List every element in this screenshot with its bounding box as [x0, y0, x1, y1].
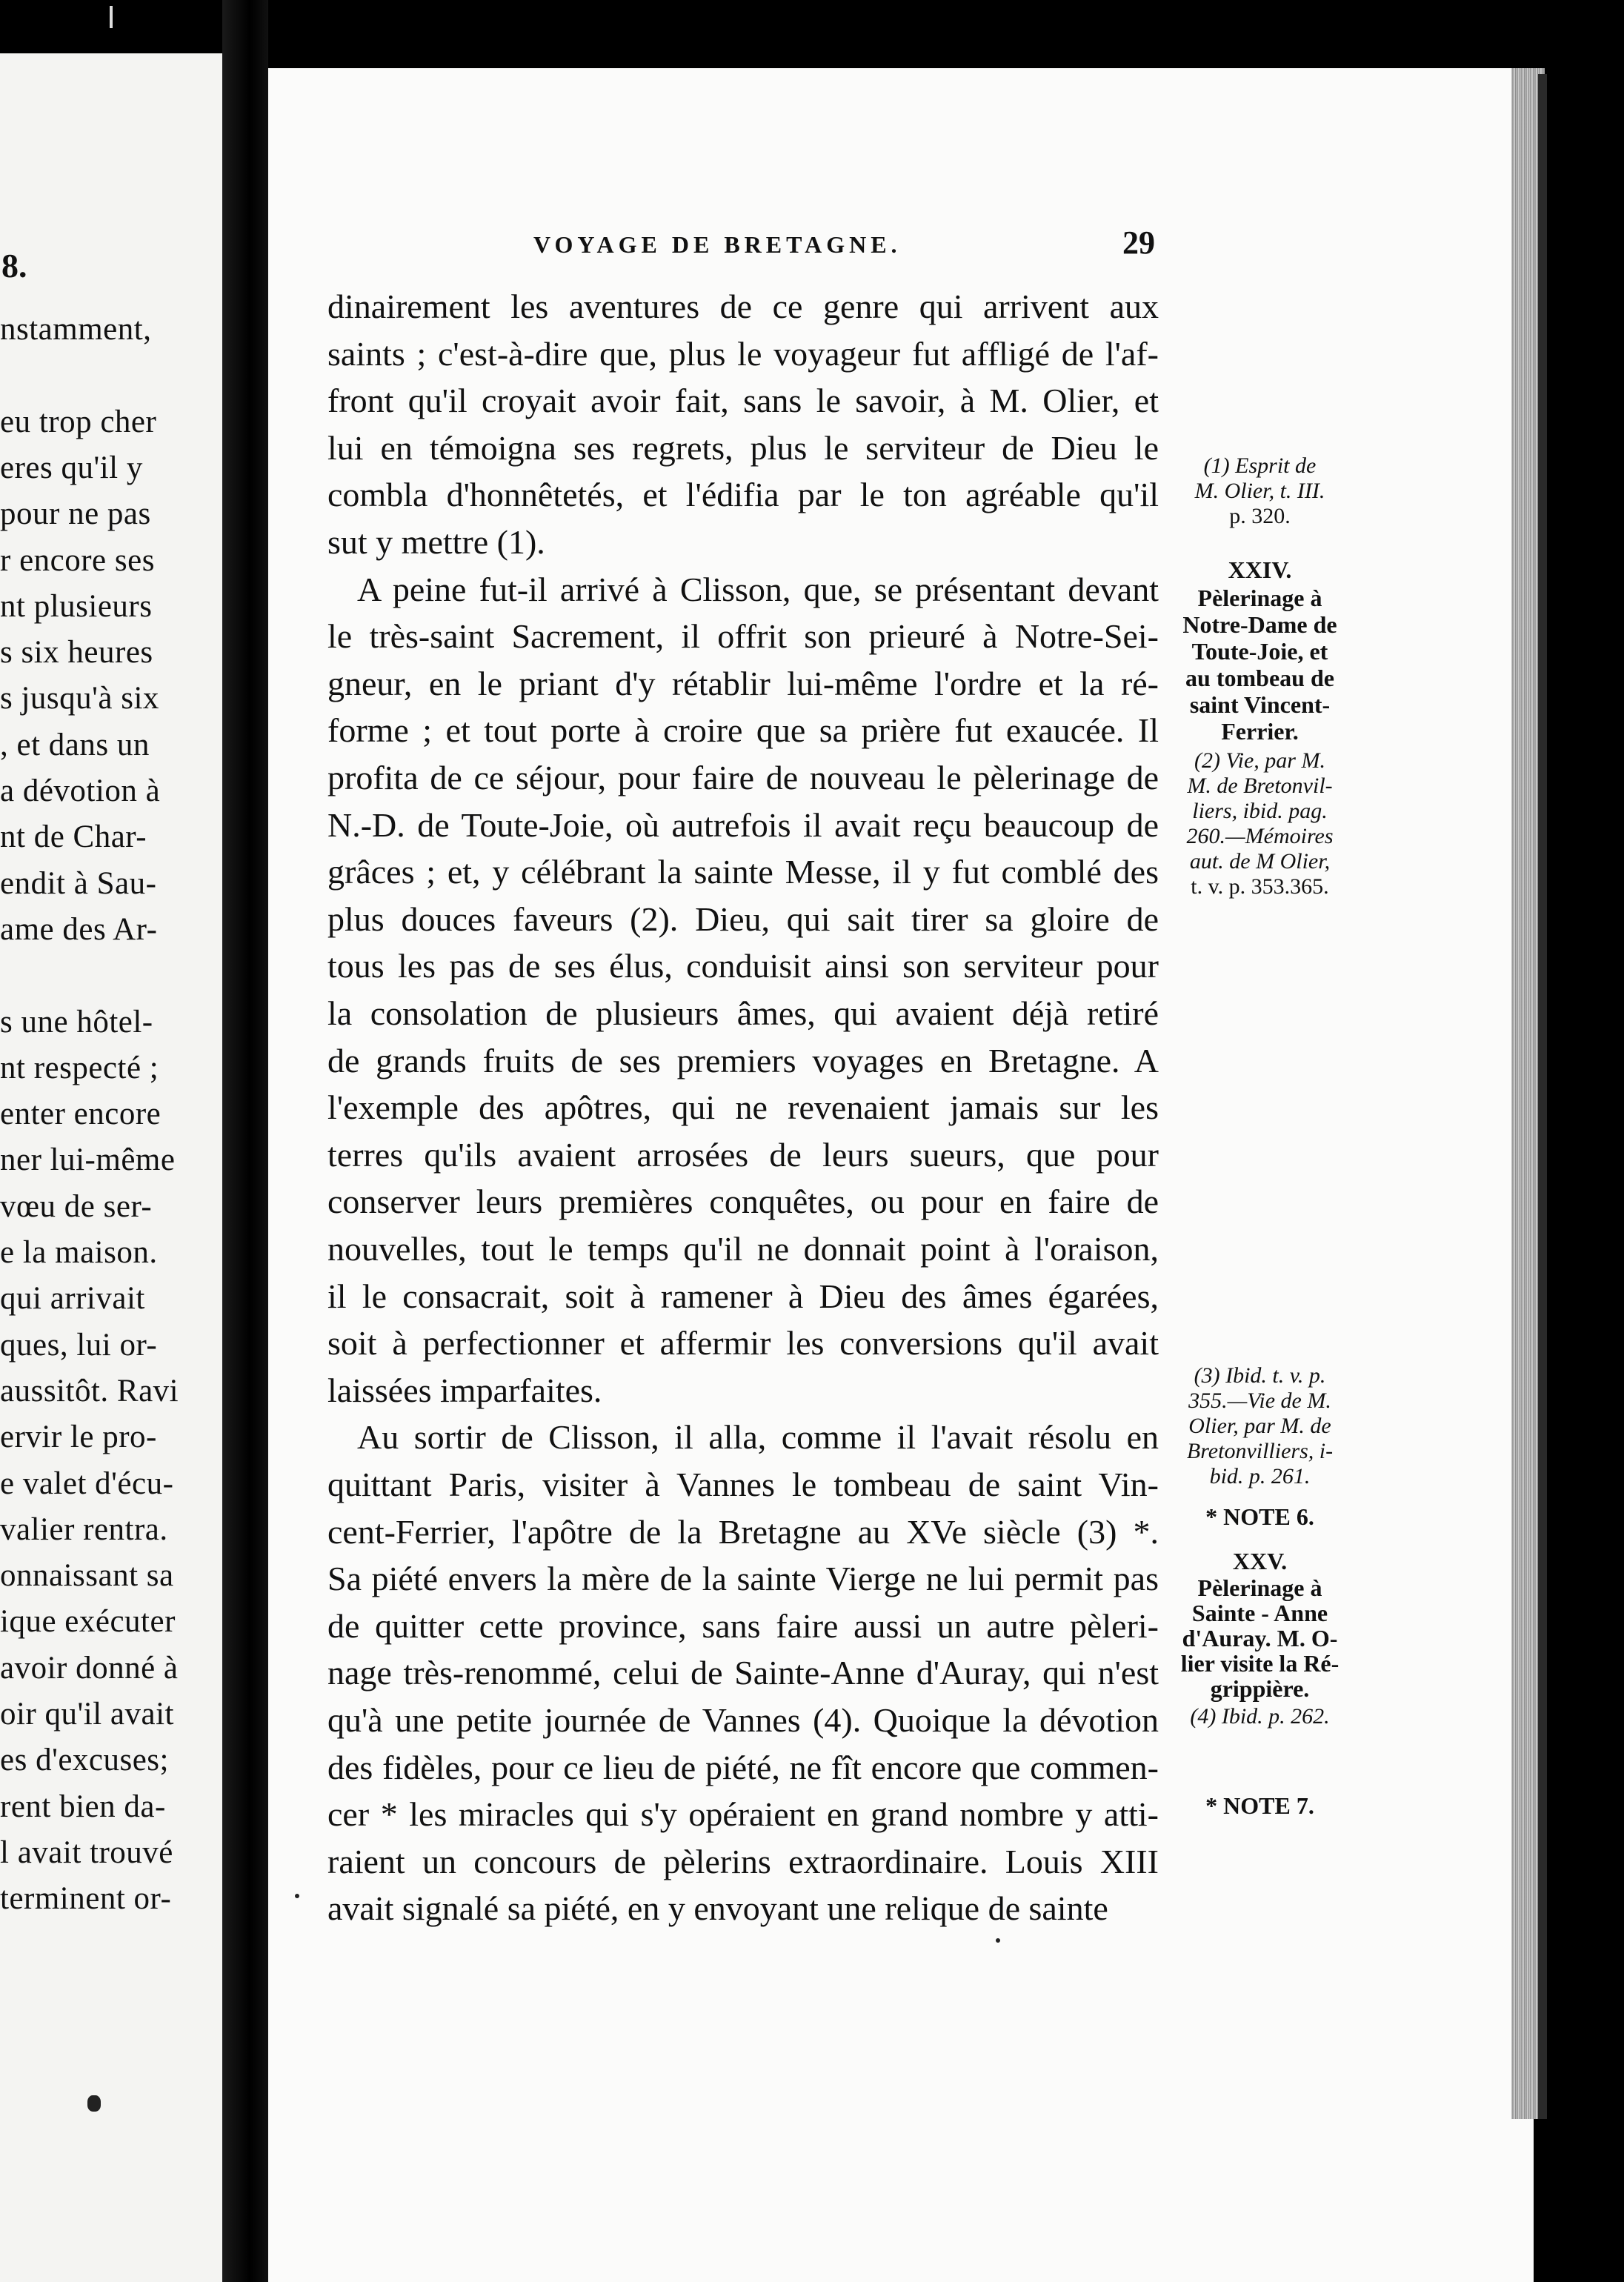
body-line: Sa piété envers la mère de la sainte Vierge ne lui permit pas [327, 1560, 1159, 1598]
margin-note-line: bid. p. 261. [1209, 1464, 1311, 1488]
body-line: quittant Paris, visiter à Vannes le tombeau de saint Vin- [327, 1466, 1159, 1503]
body-line: de grands fruits de ses premiers voyages en Bretagne. A [327, 1041, 1159, 1080]
previous-page-line: nstamment, [0, 312, 152, 347]
previous-page-line: nt respecté ; [0, 1050, 159, 1085]
previous-page-line: ique exécuter [0, 1604, 176, 1640]
margin-note-line: lier visite la Ré- [1180, 1650, 1340, 1677]
margin-note-line: Ferrier. [1221, 718, 1299, 745]
body-line: des fidèles, pour ce lieu de piété, ne fît encore que commen- [327, 1748, 1159, 1786]
body-line: cer * les miracles qui s'y opéraient en grand nombre y atti- [327, 1795, 1159, 1834]
previous-page-line: vœu de ser- [0, 1188, 153, 1224]
margin-note-line: Olier, par M. de [1188, 1414, 1331, 1438]
body-line: lui en témoigna ses regrets, plus le serviteur de Dieu le [327, 428, 1159, 467]
margin-note-line: liers, ibid. pag. [1192, 799, 1328, 823]
previous-page-line: s six heures [0, 635, 153, 671]
previous-page-line: e la maison. [0, 1235, 158, 1270]
body-line: nouvelles, tout le temps qu'il ne donnait point à l'oraison, [327, 1230, 1159, 1268]
body-line: grâces ; et, y célébrant la sainte Messe, il y fut comblé des [327, 853, 1159, 891]
previous-page-line: avoir donné à [0, 1650, 179, 1686]
margin-note-line: XXIV. [1228, 556, 1292, 583]
previous-page-number: 8. [1, 247, 27, 285]
previous-page-line: pour ne pas [0, 496, 151, 532]
body-line: front qu'il croyait avoir fait, sans le savoir, à M. Olier, et [327, 382, 1159, 420]
body-line: soit à perfectionner et affermir les conversions qu'il avait [327, 1324, 1159, 1363]
previous-page-line: ques, lui or- [0, 1327, 158, 1363]
margin-note-line: t. v. p. 353.365. [1191, 874, 1329, 899]
margin-note-line: M. Olier, t. III. [1194, 479, 1325, 503]
margin-note-line: Sainte - Anne [1191, 1600, 1328, 1626]
margin-note-line: aut. de M Olier, [1189, 849, 1331, 874]
previous-page-line: a dévotion à [0, 774, 161, 808]
margin-note-line: Bretonvilliers, i- [1186, 1439, 1334, 1463]
margin-note-line: Notre-Dame de [1182, 611, 1337, 638]
body-line: plus douces faveurs (2). Dieu, qui sait tirer sa gloire de [327, 899, 1159, 938]
body-line: raient un concours de pèlerins extraordinaire. Louis XIII [327, 1842, 1159, 1880]
previous-page-fragment [0, 53, 222, 2282]
body-line: forme ; et tout porte à croire que sa prière fut exaucée. Il [327, 711, 1159, 750]
body-line: saints ; c'est-à-dire que, plus le voyageur fut affligé de l'af- [327, 334, 1159, 373]
body-line: tous les pas de ses élus, conduisit ainsi son serviteur pour [327, 947, 1159, 985]
body-line: Au sortir de Clisson, il alla, comme il l'avait résolu en [357, 1418, 1159, 1457]
body-line: la consolation de plusieurs âmes, qui avaient déjà retiré [327, 994, 1159, 1032]
margin-note-line: 355.—Vie de M. [1188, 1388, 1331, 1413]
margin-note-line: 260.—Mémoires [1186, 824, 1334, 848]
body-line: N.-D. de Toute-Joie, où autrefois il avait reçu beaucoup de [327, 805, 1159, 844]
ink-blot [87, 2095, 101, 2112]
scan-mark [110, 6, 113, 28]
previous-page-line: valier rentra. [0, 1511, 168, 1547]
margin-note-line: (3) Ibid. t. v. p. [1194, 1363, 1326, 1388]
previous-page-line: nt plusieurs [0, 588, 153, 624]
previous-page-line: eres qu'il y [0, 450, 143, 485]
previous-page-line: eu trop cher [0, 404, 157, 439]
previous-page-line: ame des Ar- [0, 911, 158, 947]
body-line: il le consacrait, soit à ramener à Dieu des âmes égarées, [327, 1277, 1159, 1315]
margin-note-line: saint Vincent- [1189, 691, 1331, 718]
speck [996, 1938, 1000, 1943]
body-line: laissées imparfaites. [327, 1371, 602, 1409]
body-line: cent-Ferrier, l'apôtre de la Bretagne au XVe siècle (3) *. [327, 1512, 1159, 1551]
margin-note-line: (2) Vie, par M. [1194, 748, 1325, 773]
margin-note-line: (1) Esprit de [1203, 453, 1317, 478]
margin-note-line: M. de Bretonvil- [1187, 774, 1333, 798]
previous-page-line: nt de Char- [0, 819, 147, 855]
previous-page-line: qui arrivait [0, 1281, 145, 1317]
margin-note-line: * NOTE 7. [1205, 1792, 1314, 1819]
previous-page-line: enter encore [0, 1097, 162, 1132]
previous-page-line: terminent or- [0, 1881, 172, 1917]
previous-page-line: onnaissant sa [0, 1558, 174, 1594]
margin-note-line: Pèlerinage à [1197, 585, 1322, 611]
margin-note-line: Pèlerinage à [1197, 1574, 1322, 1601]
previous-page-line: r encore ses [0, 542, 155, 578]
previous-page-line: s une hôtel- [0, 1004, 153, 1039]
page-number: 29 [1122, 224, 1155, 261]
previous-page-line: es d'excuses; [0, 1743, 169, 1778]
previous-page-line: ner lui-même [0, 1142, 176, 1178]
body-line: de quitter cette province, sans faire aussi un autre pèleri- [327, 1606, 1159, 1645]
previous-page-line: ervir le pro- [0, 1420, 157, 1455]
previous-page-line: rent bien da- [0, 1789, 166, 1824]
previous-page-line: , et dans un [0, 727, 150, 762]
body-line: le très-saint Sacrement, il offrit son prieuré à Notre-Sei- [327, 617, 1159, 656]
previous-page-line: aussitôt. Ravi [0, 1373, 179, 1408]
previous-page-line: s jusqu'à six [0, 681, 159, 716]
margin-note-line: (4) Ibid. p. 262. [1190, 1704, 1330, 1729]
margin-note-line: * NOTE 6. [1205, 1503, 1314, 1530]
margin-note-line: XXV. [1232, 1548, 1288, 1574]
speck [295, 1894, 299, 1898]
body-line: A peine fut-il arrivé à Clisson, que, se présentant devant [357, 570, 1159, 608]
body-line: qu'à une petite journée de Vannes (4). Quoique la dévotion [327, 1701, 1159, 1739]
running-header: VOYAGE DE BRETAGNE. [533, 231, 902, 258]
previous-page-line: endit à Sau- [0, 865, 157, 901]
book-gutter [222, 0, 268, 2282]
body-line: avait signalé sa piété, en y envoyant une relique de sainte [327, 1889, 1108, 1928]
previous-page-line: e valet d'écu- [0, 1466, 174, 1501]
previous-page-line: l avait trouvé [0, 1834, 173, 1870]
margin-note-line: Toute-Joie, et [1191, 638, 1328, 665]
page-edge-shadow [1538, 74, 1547, 2119]
body-line: terres qu'ils avaient arrosées de leurs sueurs, que pour [327, 1135, 1159, 1174]
body-line: profita de ce séjour, pour faire de nouveau le pèlerinage de [327, 759, 1159, 796]
body-line: nage très-renommé, celui de Sainte-Anne d'Auray, qui n'est [327, 1654, 1159, 1692]
body-line: conserver leurs premières conquêtes, ou pour en faire de [327, 1182, 1159, 1221]
body-line: gneur, en le priant d'y rétablir lui-même l'ordre et la ré- [327, 664, 1159, 702]
body-line: sut y mettre (1). [327, 523, 545, 561]
body-line: l'exemple des apôtres, qui ne revenaient jamais sur les [327, 1088, 1159, 1127]
previous-page-line: oir qu'il avait [0, 1697, 174, 1732]
margin-note-line: grippière. [1210, 1675, 1310, 1702]
body-line: dinairement les aventures de ce genre qui arrivent aux [327, 287, 1159, 325]
margin-note-line: au tombeau de [1185, 665, 1334, 691]
margin-note-line: d'Auray. M. O- [1182, 1625, 1338, 1651]
body-line: combla d'honnêtetés, et l'édifia par le ton agréable qu'il [327, 476, 1159, 514]
margin-note-line: p. 320. [1229, 504, 1291, 528]
